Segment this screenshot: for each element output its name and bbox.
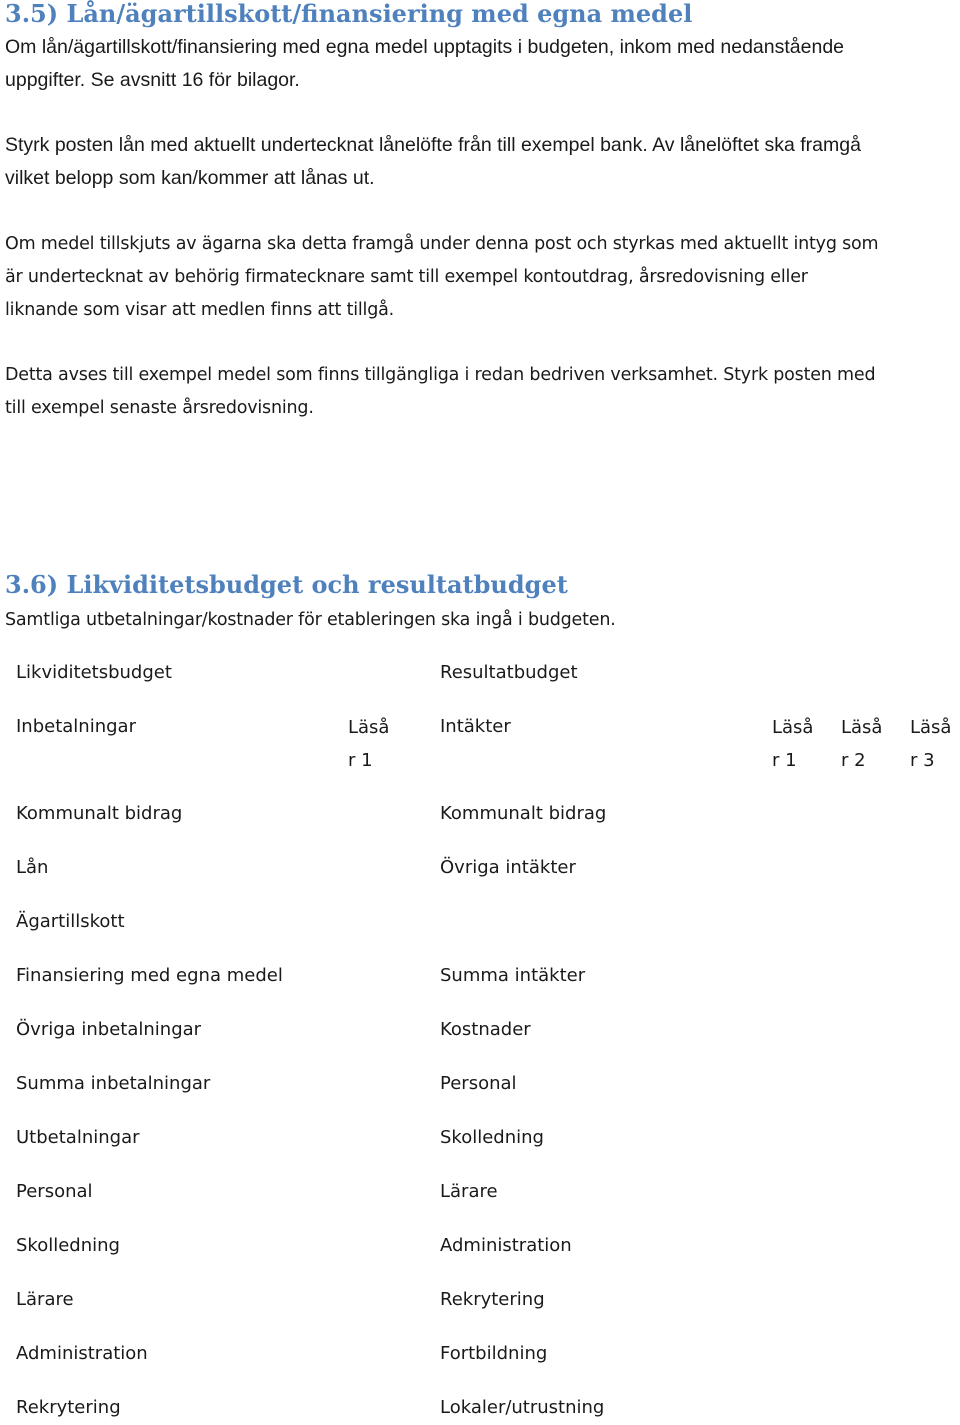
result-row: Administration <box>440 1235 572 1256</box>
liquidity-row: Skolledning <box>16 1235 120 1256</box>
liquidity-year1-header <box>348 711 389 777</box>
liquidity-budget-title: Likviditetsbudget <box>16 662 172 683</box>
result-header-intakter: Intäkter <box>440 716 511 737</box>
para1-line2: uppgifter. Se avsnitt 16 för bilagor. <box>5 69 300 91</box>
result-row: Fortbildning <box>440 1343 548 1364</box>
section-3-6-intro: Samtliga utbetalningar/kostnader för etableringen ska ingå i budgeten. <box>5 610 616 630</box>
para2-line1: Styrk posten lån med aktuellt undertecknat lånelöfte från till exempel bank. Av lånelöftet ska framgå <box>5 134 861 156</box>
result-row: Rekrytering <box>440 1289 545 1310</box>
result-budget-title: Resultatbudget <box>440 662 578 683</box>
result-row: Summa intäkter <box>440 965 586 986</box>
result-year2-top: Läså <box>841 717 883 738</box>
liquidity-row: Ägartillskott <box>16 911 125 932</box>
para3-line2: är undertecknat av behörig firmatecknare samt till exempel kontoutdrag, årsredovisning eller <box>5 267 808 287</box>
liquidity-row: Administration <box>16 1343 148 1364</box>
result-row: Skolledning <box>440 1127 544 1148</box>
liquidity-row: Rekrytering <box>16 1397 121 1418</box>
para2-line2: vilket belopp som kan/kommer att lånas ut. <box>5 167 375 189</box>
result-row: Personal <box>440 1073 517 1094</box>
para4-line2: till exempel senaste årsredovisning. <box>5 398 314 418</box>
result-year3-top: Läså <box>910 717 952 738</box>
section-3-5-heading: 3.5) Lån/ägartillskott/finansiering med egna medel <box>5 0 693 28</box>
liquidity-row: Lån <box>16 857 49 878</box>
liquidity-row: Finansiering med egna medel <box>16 965 283 986</box>
liquidity-row: Utbetalningar <box>16 1127 140 1148</box>
result-year3-header <box>910 711 951 777</box>
para4-line1: Detta avses till exempel medel som finns tillgängliga i redan bedriven verksamhet. Styrk posten med <box>5 365 876 385</box>
para3-line1: Om medel tillskjuts av ägarna ska detta framgå under denna post och styrkas med aktuellt intyg som <box>5 234 879 254</box>
result-year2-bottom: r 2 <box>841 750 866 771</box>
result-row: Övriga intäkter <box>440 857 576 878</box>
liquidity-row: Lärare <box>16 1289 74 1310</box>
result-year1-bottom: r 1 <box>772 750 797 771</box>
result-row: Lärare <box>440 1181 498 1202</box>
section-3-6-heading: 3.6) Likviditetsbudget och resultatbudget <box>5 570 568 599</box>
result-year1-top: Läså <box>772 717 814 738</box>
result-row: Kommunalt bidrag <box>440 803 607 824</box>
para1-line1: Om lån/ägartillskott/finansiering med egna medel upptagits i budgeten, inkom med nedanstående <box>5 36 845 58</box>
liquidity-header-inbetalningar: Inbetalningar <box>16 716 136 737</box>
result-year3-bottom: r 3 <box>910 750 935 771</box>
liquidity-year1-bottom: r 1 <box>348 750 373 771</box>
liquidity-year1-top: Läså <box>348 717 390 738</box>
liquidity-row: Kommunalt bidrag <box>16 803 183 824</box>
para3-line3: liknande som visar att medlen finns att tillgå. <box>5 300 395 320</box>
result-year2-header <box>841 711 882 777</box>
liquidity-row: Personal <box>16 1181 93 1202</box>
liquidity-row: Övriga inbetalningar <box>16 1019 202 1040</box>
result-row: Kostnader <box>440 1019 531 1040</box>
liquidity-row: Summa inbetalningar <box>16 1073 211 1094</box>
result-year1-header <box>772 711 813 777</box>
result-row: Lokaler/utrustning <box>440 1397 605 1418</box>
